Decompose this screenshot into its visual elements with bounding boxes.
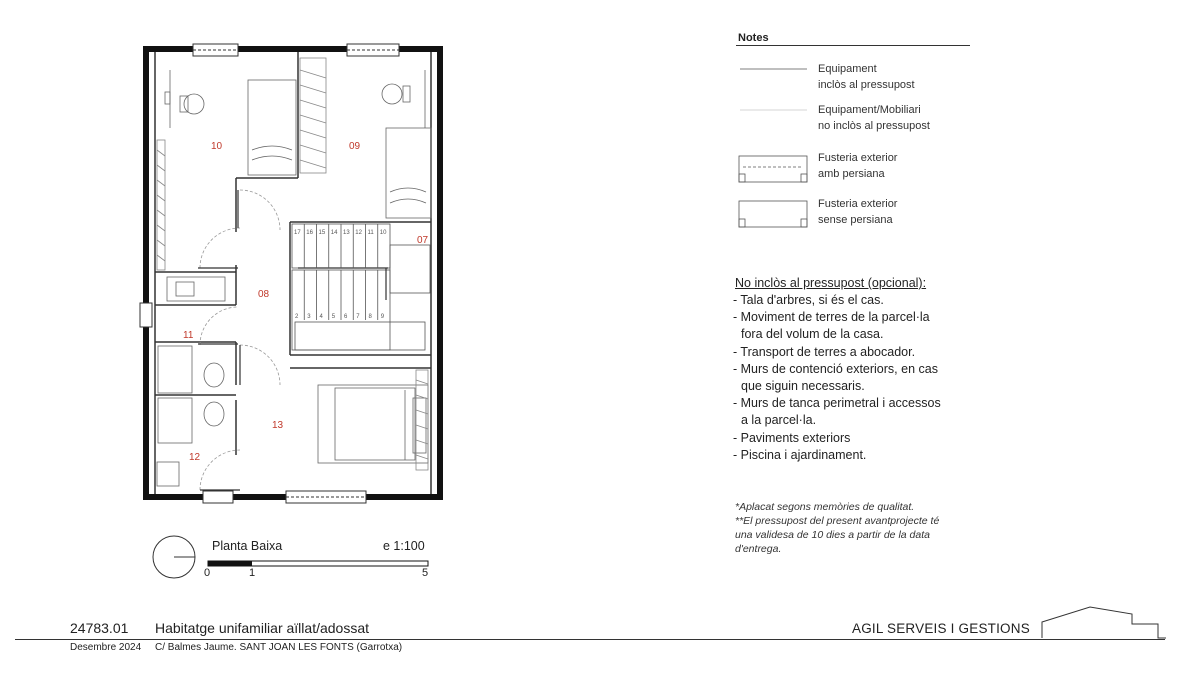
project-address: C/ Balmes Jaume. SANT JOAN LES FONTS (Garrotxa) bbox=[155, 642, 403, 653]
room-label-08: 08 bbox=[258, 289, 270, 300]
window-top-right bbox=[347, 44, 399, 56]
stair-step-number: 3 bbox=[307, 314, 311, 320]
desk-room-09 bbox=[382, 70, 425, 128]
legend-line2: amb persiana bbox=[818, 168, 885, 180]
scale-ratio: e 1:100 bbox=[383, 539, 425, 553]
legend-line2: inclòs al pressupost bbox=[818, 79, 915, 91]
stair-step-number: 14 bbox=[330, 230, 338, 236]
project-name: Habitatge unifamiliar aïllat/adossat bbox=[155, 620, 370, 636]
footer-divider bbox=[15, 639, 1165, 640]
legend-line1: Fusteria exterior bbox=[818, 152, 898, 164]
window-bottom-center bbox=[286, 491, 366, 503]
door-swings bbox=[200, 190, 280, 490]
stair-step-number: 17 bbox=[294, 230, 301, 236]
stair-step-number: 2 bbox=[295, 314, 299, 320]
window-top-left bbox=[193, 44, 238, 56]
legend-item-equipment-not-included bbox=[818, 102, 930, 134]
footnotes bbox=[735, 500, 939, 556]
stair-railing bbox=[295, 245, 430, 350]
list-item: - Moviment de terres de la parcel·la bbox=[733, 310, 930, 325]
legend-item-equipment-included bbox=[818, 61, 915, 93]
stair-step-number: 9 bbox=[380, 314, 385, 320]
room-label-10: 10 bbox=[211, 141, 223, 152]
plan-title: Planta Baixa bbox=[212, 539, 283, 553]
room-label-09: 09 bbox=[349, 141, 361, 152]
project-code: 24783.01 bbox=[70, 620, 129, 636]
list-item: - Tala d'arbres, si és el cas. bbox=[733, 293, 884, 307]
desk-room-10 bbox=[165, 70, 204, 128]
list-item: que siguin necessaris. bbox=[741, 379, 865, 394]
notes-divider bbox=[736, 45, 970, 46]
window-bottom-left bbox=[203, 491, 233, 503]
project-date: Desembre 2024 bbox=[70, 642, 142, 653]
notes-title: Notes bbox=[738, 32, 769, 44]
legend-line2: sense persiana bbox=[818, 214, 893, 226]
scale-bar bbox=[208, 561, 428, 566]
stair-step-number: 15 bbox=[318, 230, 326, 236]
list-item: - Murs de tanca perimetral i accessos bbox=[733, 396, 941, 411]
legend-line2: no inclòs al pressupost bbox=[818, 120, 930, 132]
list-item: fora del volum de la casa. bbox=[741, 327, 884, 342]
bed-room-10 bbox=[248, 80, 296, 175]
exclusions-title: No inclòs al pressupost (opcional): bbox=[735, 276, 927, 290]
footnote-line: **El pressupost del present avantprojecte té bbox=[735, 515, 940, 527]
footnote-line: una validesa de 10 dies a partir de la data bbox=[735, 529, 930, 541]
footnote-line: *Aplacat segons memòries de qualitat. bbox=[735, 501, 915, 513]
legend-window-with-shutter-icon bbox=[739, 156, 807, 182]
stair-step-number: 6 bbox=[344, 314, 348, 320]
stair-step-number: 16 bbox=[306, 230, 313, 236]
scale-tick-label: 5 bbox=[422, 567, 429, 579]
legend-symbols bbox=[739, 69, 807, 227]
stair-step-number: 12 bbox=[355, 230, 362, 236]
legend-window-without-shutter-icon bbox=[739, 201, 807, 227]
company-logo-icon bbox=[1042, 607, 1166, 638]
legend-item-window-without-shutter bbox=[818, 196, 897, 228]
list-item: - Paviments exteriors bbox=[733, 430, 851, 445]
door-leaves bbox=[198, 190, 240, 490]
room-label-13: 13 bbox=[272, 420, 284, 431]
list-item: - Murs de contenció exteriors, en cas bbox=[733, 361, 938, 376]
exterior-walls bbox=[143, 46, 443, 500]
closet-room-10 bbox=[157, 58, 326, 270]
stair-step-number: 10 bbox=[379, 230, 387, 236]
stair-step-numbers bbox=[294, 230, 387, 320]
window-left-side bbox=[140, 303, 152, 327]
company-name: AGIL SERVEIS I GESTIONS bbox=[852, 621, 1030, 636]
legend-line1: Fusteria exterior bbox=[818, 198, 898, 210]
scale-tick-label: 0 bbox=[204, 567, 211, 579]
stair-step-number: 7 bbox=[356, 314, 360, 320]
list-item: - Piscina i ajardinament. bbox=[733, 447, 867, 462]
staircase bbox=[292, 224, 390, 350]
north-arrow-icon bbox=[153, 536, 195, 578]
legend-line1: Equipament bbox=[818, 63, 877, 75]
room-label-07: 07 bbox=[417, 235, 429, 246]
room-label-11: 11 bbox=[183, 330, 194, 341]
room-label-12: 12 bbox=[189, 452, 201, 463]
stair-step-number: 8 bbox=[368, 314, 372, 320]
stair-step-number: 4 bbox=[319, 314, 323, 320]
stair-step-number: 13 bbox=[343, 230, 350, 236]
footnote-line: d'entrega. bbox=[735, 543, 782, 555]
list-item: - Transport de terres a abocador. bbox=[733, 344, 916, 359]
bed-room-13 bbox=[318, 385, 428, 463]
legend-line1: Equipament/Mobiliari bbox=[818, 104, 921, 116]
room-labels bbox=[183, 141, 429, 463]
bed-room-09 bbox=[386, 128, 431, 218]
list-item: a la parcel·la. bbox=[741, 413, 817, 428]
stair-step-number: 11 bbox=[367, 230, 374, 236]
scale-tick-label: 1 bbox=[249, 567, 256, 579]
exclusions-list bbox=[733, 292, 941, 464]
stair-step-number: 5 bbox=[331, 314, 336, 320]
legend-item-window-with-shutter bbox=[818, 150, 897, 182]
